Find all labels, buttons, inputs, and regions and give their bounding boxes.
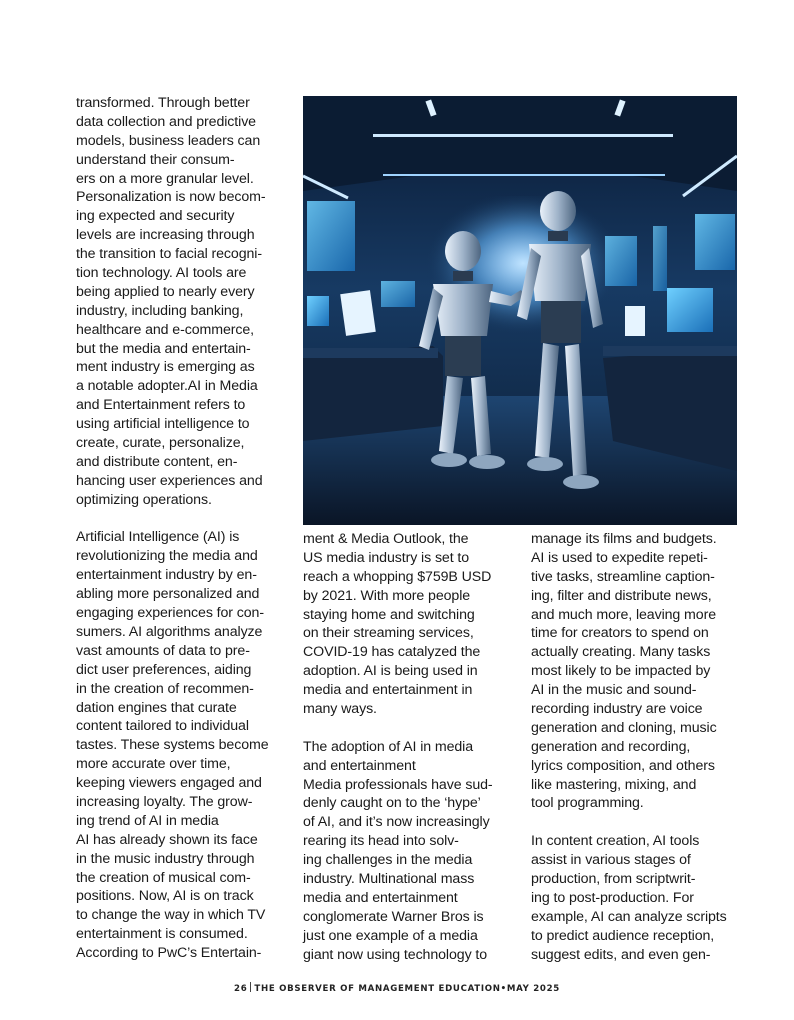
text-line: sumers. AI algorithms analyze [76,623,263,640]
text-line: positions. Now, AI is on track [76,888,254,905]
text-line: media and entertainment in [303,682,473,699]
text-line: giant now using technology to [303,946,488,963]
text-line: tive tasks, streamline caption- [531,568,715,585]
text-line: understand their consum- [76,151,235,168]
text-line: entertainment is consumed. [76,926,248,943]
text-line: ment & Media Outlook, the [303,531,469,547]
text-line: the transition to facial recogni- [76,246,262,263]
text-line: healthcare and e-commerce, [76,321,254,338]
text-line: ing, filter and distribute news, [531,587,712,604]
footer-divider [250,982,251,992]
text-line: many ways. [303,701,377,718]
text-line: models, business leaders can [76,132,261,149]
body-column-2 [303,530,513,964]
text-line: create, curate, personalize, [76,435,245,452]
text-line: the creation of musical com- [76,869,251,886]
text-line: more accurate over time, [76,756,231,773]
text-line: COVID-19 has catalyzed the [303,644,481,661]
text-line: denly caught on to the ‘hype’ [303,795,481,812]
text-line: ment industry is emerging as [76,359,255,376]
text-line: media and entertainment [303,889,458,906]
text-line: data collection and predictive [76,113,256,130]
text-line: US media industry is set to [303,549,470,566]
text-line: tastes. These systems become [76,737,269,754]
hero-image [303,96,737,525]
text-line: recording industry are voice [531,701,703,718]
text-line: optimizing operations. [76,491,212,508]
text-line: generation and recording, [531,738,691,755]
text-line: and Entertainment refers to [76,397,246,414]
text-line: in the creation of recommen- [76,680,254,697]
text-line: to change the way in which TV [76,907,266,924]
text-line: vast amounts of data to pre- [76,642,250,659]
text-line: entertainment industry by en- [76,567,257,584]
text-line: ing trend of AI in media [76,812,219,829]
text-line: According to PwC’s Entertain- [76,945,262,962]
text-line: production, from scriptwrit- [531,871,696,888]
text-line: adoption. AI is being used in [303,663,478,680]
text-line: a notable adopter.AI in Media [76,378,258,395]
text-line: lyrics composition, and others [531,757,715,774]
text-line: AI is used to expedite repeti- [531,549,708,566]
text-line: staying home and switching [303,606,475,623]
publication-name: THE OBSERVER OF MANAGEMENT EDUCATION [254,984,501,994]
text-line: engaging experiences for con- [76,605,264,622]
text-line: and much more, leaving more [531,606,716,623]
text-line: but the media and entertain- [76,340,251,357]
text-line: suggest edits, and even gen- [531,946,711,963]
text-line: by 2021. With more people [303,587,471,604]
text-line: dict user preferences, aiding [76,661,252,678]
text-line: and distribute content, en- [76,453,238,470]
text-line: to predict audience reception, [531,927,715,944]
text-line: using artificial intelligence to [76,416,250,433]
text-line: conglomerate Warner Bros is [303,908,484,925]
text-line: tion technology. AI tools are [76,265,247,282]
text-line: tool programming. [531,795,644,812]
text-line: ing to post-production. For [531,889,694,906]
text-line: dation engines that curate [76,699,237,716]
robots-illustration-icon [303,96,737,525]
text-line: like mastering, mixing, and [531,776,697,793]
page-number: 26 [234,984,248,994]
text-line: example, AI can analyze scripts [531,908,727,925]
text-line: AI has already shown its face [76,831,258,848]
paragraph-break [303,719,513,738]
issue-date: •MAY 2025 [500,984,560,994]
text-line: of AI, and it’s now increasingly [303,814,490,831]
body-column-3 [531,530,743,964]
text-line: The adoption of AI in media [303,738,474,755]
text-line: actually creating. Many tasks [531,644,711,661]
text-line: ing challenges in the media [303,852,473,869]
text-line: keeping viewers engaged and [76,775,262,792]
text-line: just one example of a media [303,927,478,944]
text-line: AI in the music and sound- [531,682,697,699]
text-line: reach a whopping $759B USD [303,568,492,585]
text-line: most likely to be impacted by [531,663,711,680]
text-line: Personalization is now becom- [76,189,266,206]
text-line: in the music industry through [76,850,255,867]
text-line: rearing its head into solv- [303,833,459,850]
body-column-1 [76,94,286,963]
text-line: Artificial Intelligence (AI) is [76,529,240,546]
text-line: revolutionizing the media and [76,548,258,565]
text-line: on their streaming services, [303,625,474,642]
text-line: being applied to nearly every [76,283,255,300]
text-line: In content creation, AI tools [531,833,700,850]
text-line: transformed. Through better [76,95,250,111]
text-line: and entertainment [303,757,416,774]
text-line: industry. Multinational mass [303,871,475,888]
text-line: Media professionals have sud- [303,776,493,793]
text-line: levels are increasing through [76,227,255,244]
text-line: increasing loyalty. The grow- [76,793,253,810]
text-line: manage its films and budgets. [531,531,717,547]
text-line: hancing user experiences and [76,472,263,489]
text-line: time for creators to spend on [531,625,709,642]
text-line: generation and cloning, music [531,719,717,736]
text-line: abling more personalized and [76,586,260,603]
page-footer [0,982,794,994]
text-line: industry, including banking, [76,302,244,319]
paragraph-break [531,813,743,832]
text-line: assist in various stages of [531,852,691,869]
text-line: ing expected and security [76,208,235,225]
text-line: ers on a more granular level. [76,170,254,187]
text-line: content tailored to individual [76,718,249,735]
paragraph-break [76,510,286,529]
